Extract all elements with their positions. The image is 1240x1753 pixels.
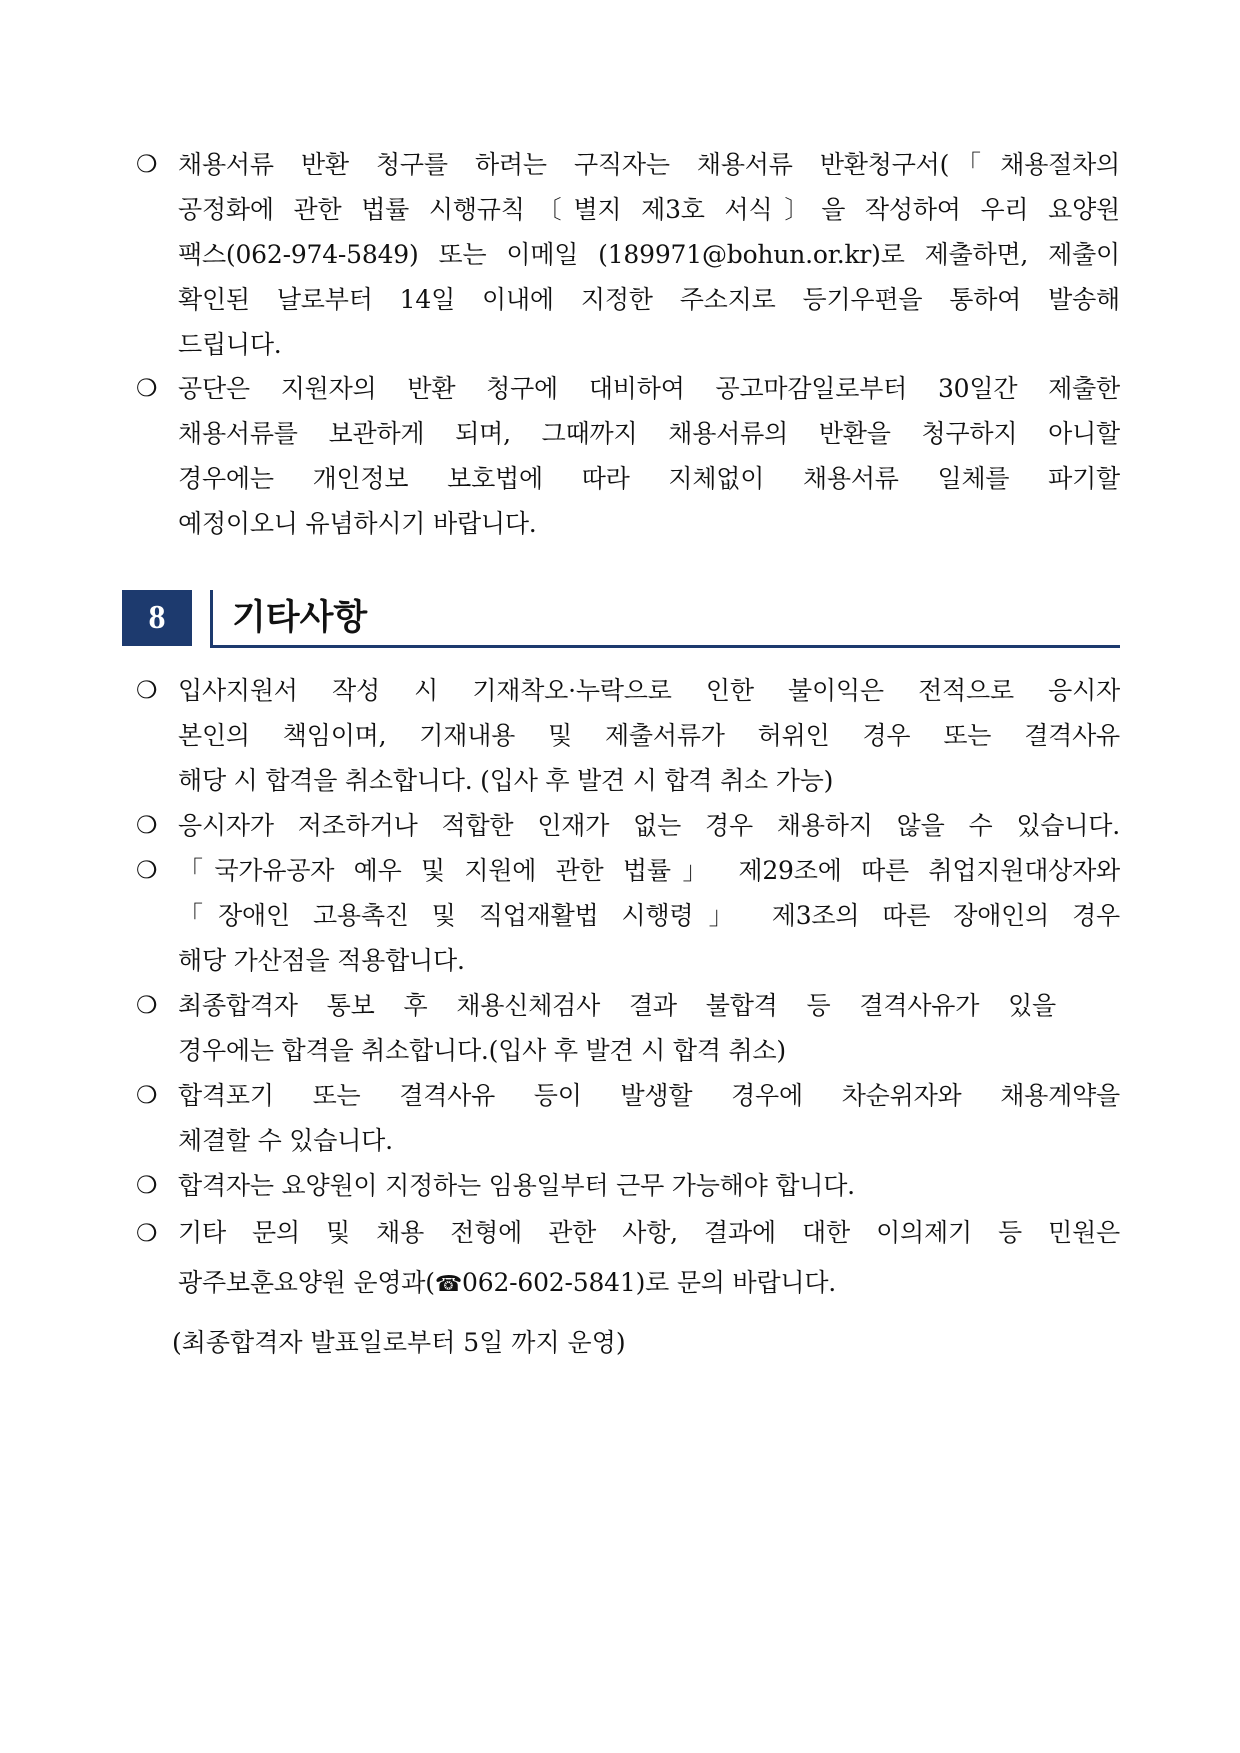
- section-divider: [210, 590, 213, 646]
- text-line: 「국가유공자 예우 및 지원에 관한 법률」 제29조에 따른 취업지원대상자와: [178, 856, 1120, 885]
- circle-bullet-icon: ❍: [136, 811, 158, 839]
- circle-bullet-icon: ❍: [136, 1171, 158, 1199]
- list-item-text: [178, 668, 1120, 803]
- text-line: 공단은 지원자의 반환 청구에 대비하여 공고마감일로부터 30일간 제출한: [178, 374, 1120, 403]
- list-item: [136, 983, 1056, 1073]
- circle-bullet-icon: ❍: [136, 676, 158, 704]
- text-line: 합격포기 또는 결격사유 등이 발생할 경우에 차순위자와 채용계약을: [178, 1081, 1120, 1110]
- text-line: 체결할 수 있습니다.: [178, 1126, 393, 1155]
- text-line: 드립니다.: [178, 330, 282, 359]
- list-item: [136, 1073, 1120, 1163]
- contact-suffix: )로 문의 바랍니다.: [635, 1268, 837, 1297]
- list-item: [136, 668, 1120, 803]
- circle-bullet-icon: ❍: [136, 374, 158, 402]
- text-line: 해당 시 합격을 취소합니다. (입사 후 발견 시 합격 취소 가능): [178, 766, 834, 795]
- section-header: [122, 590, 1120, 646]
- text-line: 예정이오니 유념하시기 바랍니다.: [178, 509, 537, 538]
- list-item: [136, 848, 1120, 983]
- contact-phone: 062-602-5841: [462, 1268, 636, 1297]
- circle-bullet-icon: ❍: [136, 856, 158, 884]
- list-item: [136, 803, 1120, 848]
- list-item: [136, 1208, 1120, 1310]
- text-line: 경우에는 합격을 취소합니다.(입사 후 발견 시 합격 취소): [178, 1036, 786, 1065]
- phone-icon: ☎: [434, 1272, 463, 1297]
- contact-prefix: 광주보훈요양원 운영과(: [178, 1268, 435, 1297]
- list-item: [136, 366, 1120, 546]
- list-item-text: [178, 142, 1120, 367]
- list-item-text: [178, 803, 1120, 848]
- text-line: 채용서류 반환 청구를 하려는 구직자는 채용서류 반환청구서(「채용절차의: [178, 150, 1120, 179]
- text-line: 입사지원서 작성 시 기재착오·누락으로 인한 불이익은 전적으로 응시자: [178, 676, 1120, 705]
- list-item-text: [178, 366, 1120, 546]
- circle-bullet-icon: ❍: [136, 1219, 158, 1247]
- text-line: 채용서류를 보관하게 되며, 그때까지 채용서류의 반환을 청구하지 아니할: [178, 419, 1120, 448]
- list-item: [136, 142, 1120, 367]
- text-line: 응시자가 저조하거나 적합한 인재가 없는 경우 채용하지 않을 수 있습니다.: [178, 811, 1120, 840]
- text-line: 경우에는 개인정보 보호법에 따라 지체없이 채용서류 일체를 파기할: [178, 464, 1120, 493]
- text-line: 합격자는 요양원이 지정하는 임용일부터 근무 가능해야 합니다.: [178, 1171, 855, 1200]
- text-line: 최종합격자 통보 후 채용신체검사 결과 불합격 등 결격사유가 있을: [178, 991, 1056, 1020]
- list-item-text: [178, 1163, 1120, 1208]
- list-item: [136, 1163, 1120, 1208]
- list-item-text: [178, 983, 1056, 1073]
- text-line: 해당 가산점을 적용합니다.: [178, 946, 465, 975]
- circle-bullet-icon: ❍: [136, 1081, 158, 1109]
- contact-line: [178, 1258, 1120, 1310]
- section-title: 기타사항: [232, 598, 368, 638]
- text-line: 본인의 책임이며, 기재내용 및 제출서류가 허위인 경우 또는 결격사유: [178, 721, 1120, 750]
- text-line: 확인된 날로부터 14일 이내에 지정한 주소지로 등기우편을 통하여 발송해: [178, 285, 1120, 314]
- text-line: 「장애인 고용촉진 및 직업재활법 시행령」 제3조의 따른 장애인의 경우: [178, 901, 1120, 930]
- circle-bullet-icon: ❍: [136, 991, 158, 1019]
- text-line: 공정화에 관한 법률 시행규칙〔별지 제3호 서식〕을 작성하여 우리 요양원: [178, 195, 1120, 224]
- text-line: 팩스(062-974-5849) 또는 이메일 (189971@bohun.or.kr)로 제출하면, 제출이: [178, 240, 1120, 269]
- closing-note: (최종합격자 발표일로부터 5일 까지 운영): [172, 1328, 626, 1357]
- list-item-text: [178, 1208, 1120, 1310]
- list-item-text: [178, 1073, 1120, 1163]
- text-line: 기타 문의 및 채용 전형에 관한 사항, 결과에 대한 이의제기 등 민원은: [178, 1218, 1120, 1247]
- list-item-text: [178, 848, 1120, 983]
- circle-bullet-icon: ❍: [136, 150, 158, 178]
- section-number: 8: [122, 590, 192, 646]
- section-underline: [210, 645, 1120, 648]
